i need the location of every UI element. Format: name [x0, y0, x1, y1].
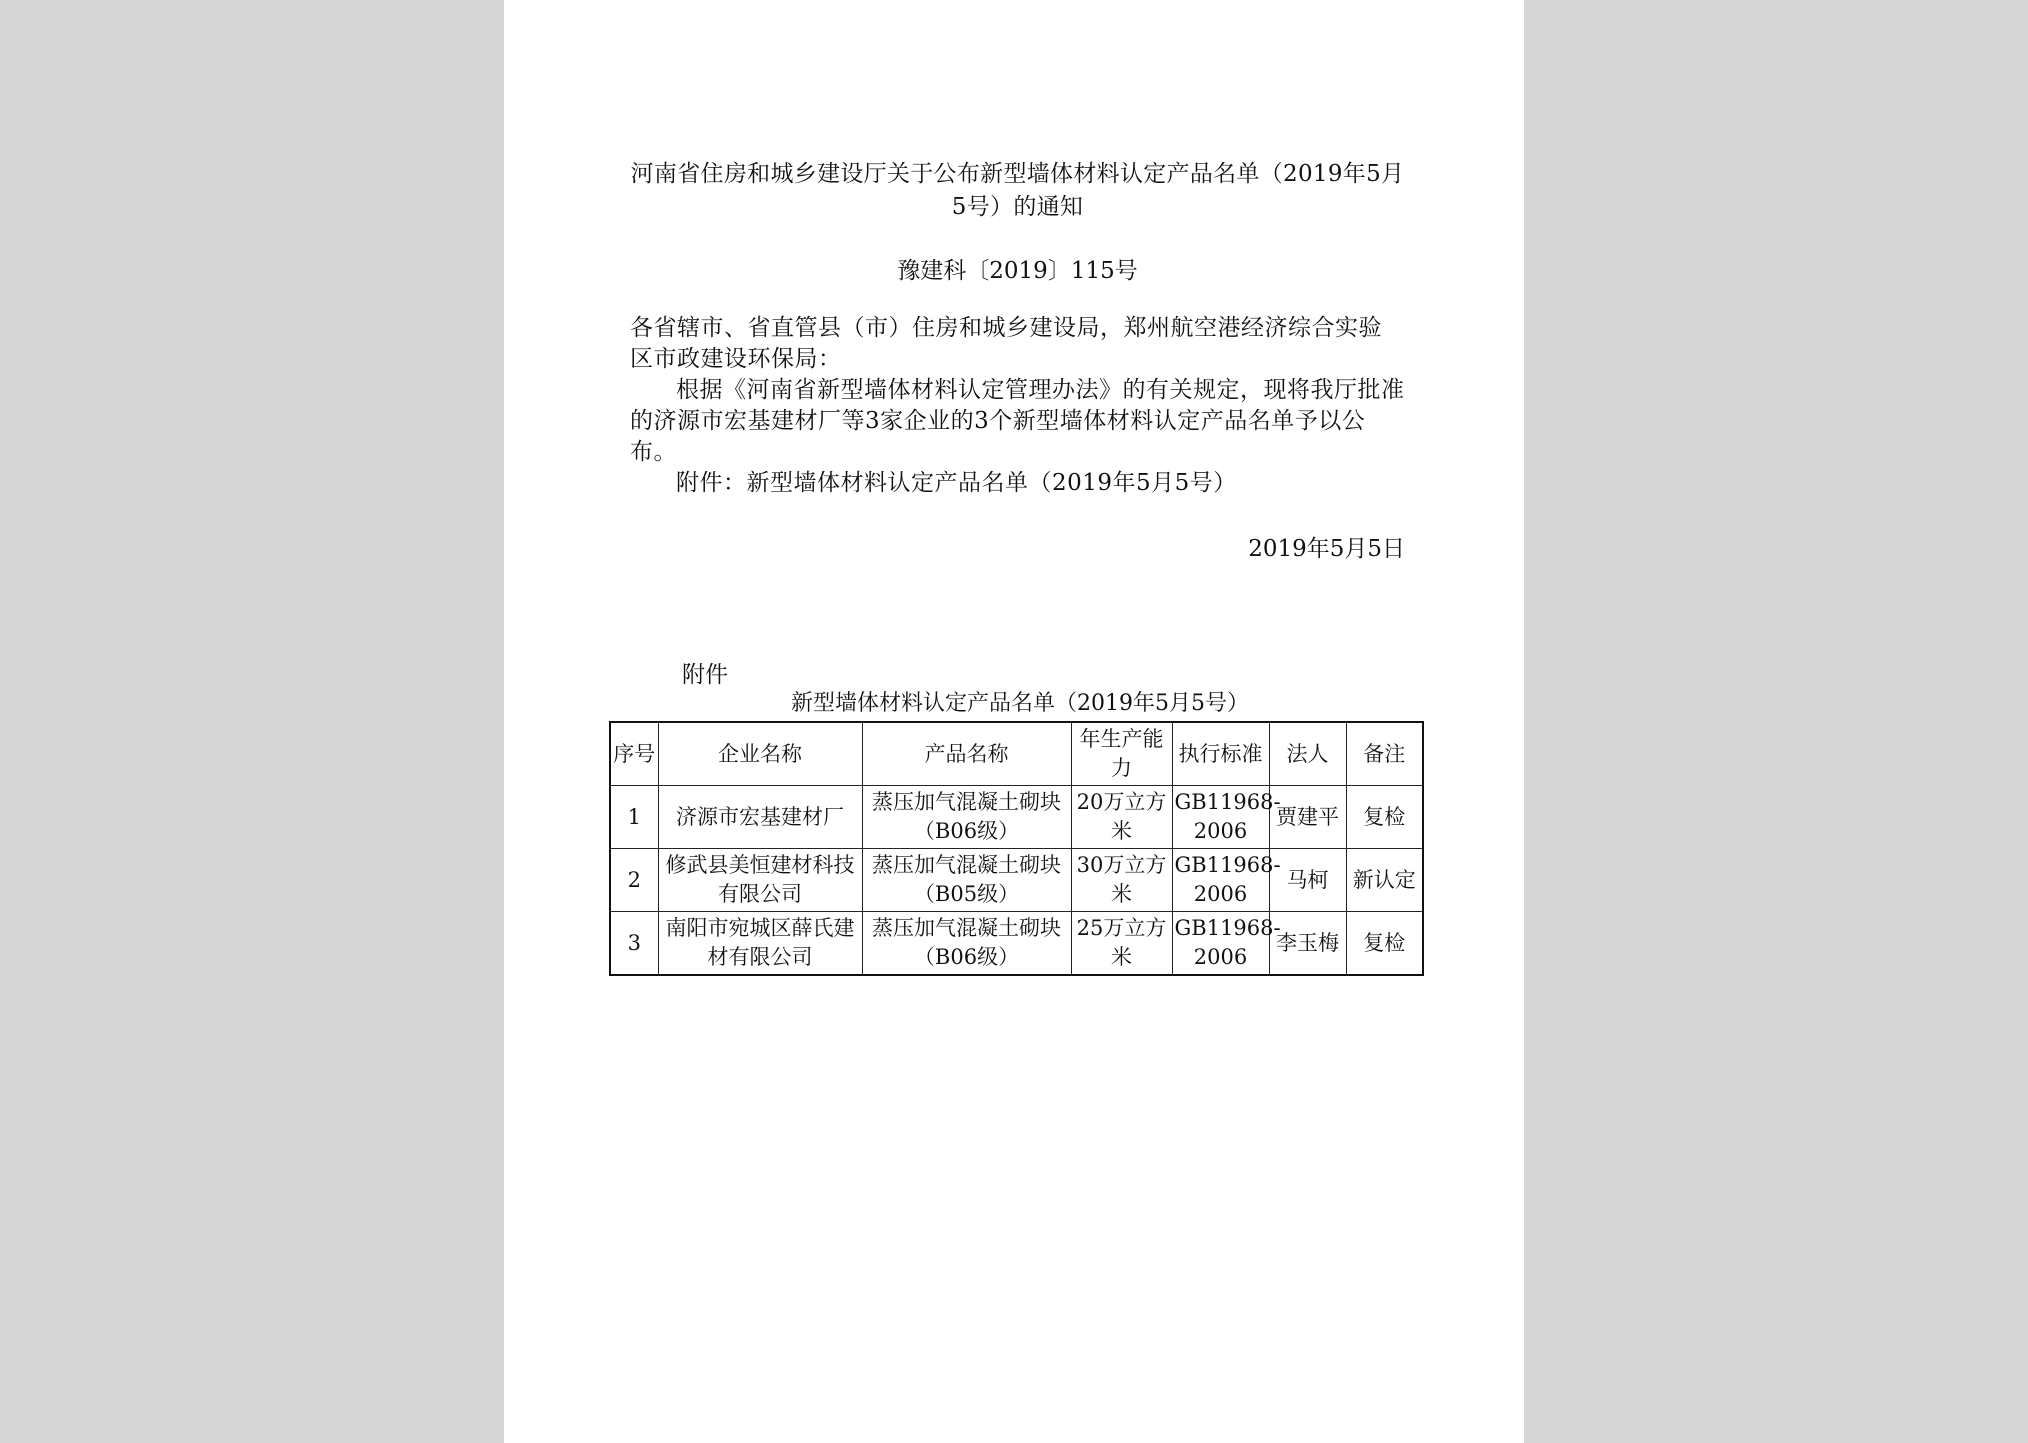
document-date: 2019年5月5日 — [1248, 536, 1405, 562]
document-page — [504, 0, 1524, 1443]
table-cell: 1 — [610, 786, 658, 849]
table-header-row — [610, 722, 1423, 786]
table-cell: 济源市宏基建材厂 — [658, 786, 862, 849]
header-cell: 企业名称 — [658, 722, 862, 786]
table-cell: 李玉梅 — [1269, 912, 1346, 976]
table-row — [610, 912, 1423, 976]
header-cell: 产品名称 — [862, 722, 1071, 786]
header-cell: 执行标准 — [1172, 722, 1269, 786]
document-number: 豫建科〔2019〕115号 — [897, 258, 1138, 284]
attachment-note: 附件：新型墙体材料认定产品名单（2019年5月5号） — [676, 470, 1237, 496]
table-cell: 30万立方米 — [1071, 849, 1172, 912]
header-cell: 序号 — [610, 722, 658, 786]
table-cell: GB11968-2006 — [1172, 849, 1269, 912]
header-cell: 法人 — [1269, 722, 1346, 786]
table-title: 新型墙体材料认定产品名单（2019年5月5号） — [791, 691, 1249, 716]
table-cell: GB11968-2006 — [1172, 912, 1269, 976]
attachment-label: 附件 — [682, 662, 728, 688]
table-cell: 3 — [610, 912, 658, 976]
product-list-table — [609, 721, 1424, 976]
table-cell: 新认定 — [1346, 849, 1423, 912]
table-cell: 复检 — [1346, 912, 1423, 976]
table-cell: 南阳市宛城区薛氏建材有限公司 — [658, 912, 862, 976]
table-cell: 20万立方米 — [1071, 786, 1172, 849]
table-row — [610, 849, 1423, 912]
main-paragraph: 根据《河南省新型墙体材料认定管理办法》的有关规定，现将我厅批准的济源市宏基建材厂等3家企业的3个新型墙体材料认定产品名单予以公布。 — [630, 377, 1405, 465]
table-cell: GB11968-2006 — [1172, 786, 1269, 849]
table-cell: 蒸压加气混凝土砌块（B06级） — [862, 912, 1071, 976]
document-title: 河南省住房和城乡建设厅关于公布新型墙体材料认定产品名单（2019年5月5号）的通知 — [630, 161, 1405, 220]
table-cell: 蒸压加气混凝土砌块（B06级） — [862, 786, 1071, 849]
table-cell: 修武县美恒建材科技有限公司 — [658, 849, 862, 912]
table-cell: 马柯 — [1269, 849, 1346, 912]
document-body — [630, 313, 1405, 499]
table-row — [610, 786, 1423, 849]
table-cell: 2 — [610, 849, 658, 912]
table-cell: 25万立方米 — [1071, 912, 1172, 976]
header-cell: 年生产能力 — [1071, 722, 1172, 786]
table-cell: 贾建平 — [1269, 786, 1346, 849]
table-cell: 复检 — [1346, 786, 1423, 849]
addressee: 各省辖市、省直管县（市）住房和城乡建设局，郑州航空港经济综合实验区市政建设环保局： — [630, 315, 1382, 372]
header-cell: 备注 — [1346, 722, 1423, 786]
table-cell: 蒸压加气混凝土砌块（B05级） — [862, 849, 1071, 912]
